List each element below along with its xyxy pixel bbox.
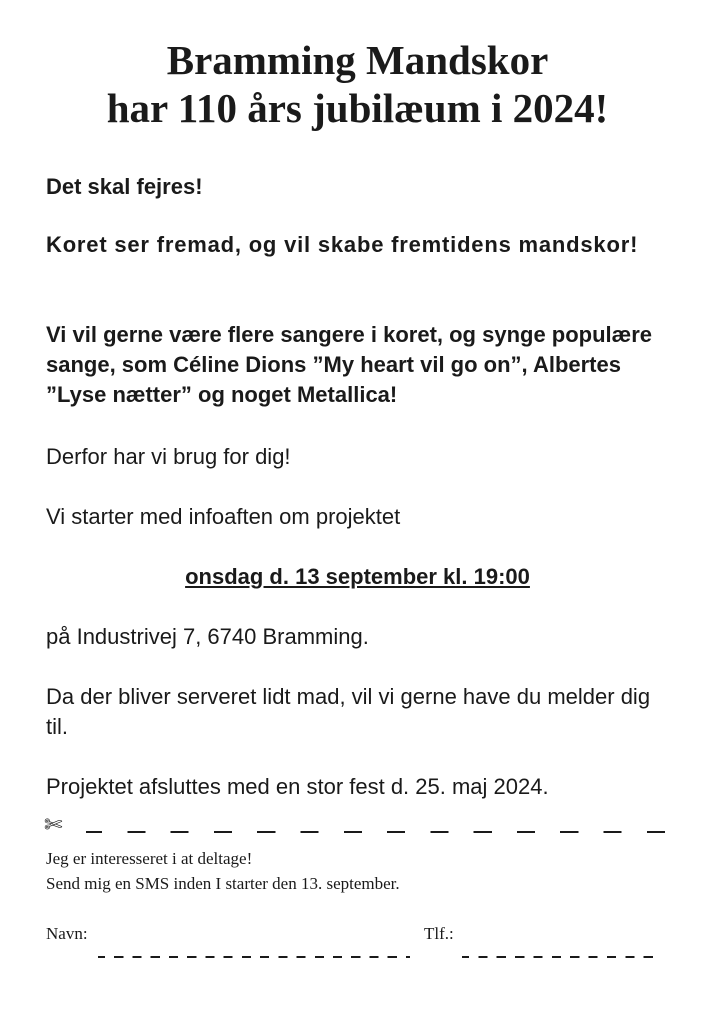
title-line-1: Bramming Mandskor — [166, 37, 549, 83]
forward-text: Koret ser fremad, og vil skabe fremtidens mandskor! — [46, 232, 639, 257]
infoevening-text: Vi starter med infoaften om projektet — [46, 504, 401, 529]
food-text: Da der bliver serveret lidt mad, vil vi gerne have du melder dig til. — [46, 684, 651, 739]
cut-dashes — [86, 831, 670, 833]
scissors-icon: ✄ — [44, 813, 63, 838]
name-label: Navn: — [46, 924, 88, 943]
sms-text: Send mig en SMS inden I starter den 13. september. — [46, 874, 400, 893]
cut-line — [44, 812, 670, 840]
phone-fill-line — [462, 956, 660, 958]
name-fill-line — [98, 956, 410, 958]
page-title — [0, 36, 715, 132]
interest-text: Jeg er interesseret i at deltage! — [46, 849, 253, 868]
need-you-text: Derfor har vi brug for dig! — [46, 444, 291, 469]
title-line-2: har 110 års jubilæum i 2024! — [106, 85, 609, 131]
address-text: på Industrivej 7, 6740 Bramming. — [46, 624, 369, 649]
party-text: Projektet afsluttes med en stor fest d. 25. maj 2024. — [46, 774, 549, 799]
event-date-text: onsdag d. 13 september kl. 19:00 — [185, 564, 530, 589]
phone-label: Tlf.: — [424, 924, 454, 943]
celebrate-text: Det skal fejres! — [46, 174, 203, 199]
singers-text: Vi vil gerne være flere sangere i koret, og synge populære sange, som Céline Dions ”My heart vil go on”, Albertes ”Lyse nætter” og noget Metallica! — [46, 322, 653, 407]
event-date — [0, 562, 715, 592]
